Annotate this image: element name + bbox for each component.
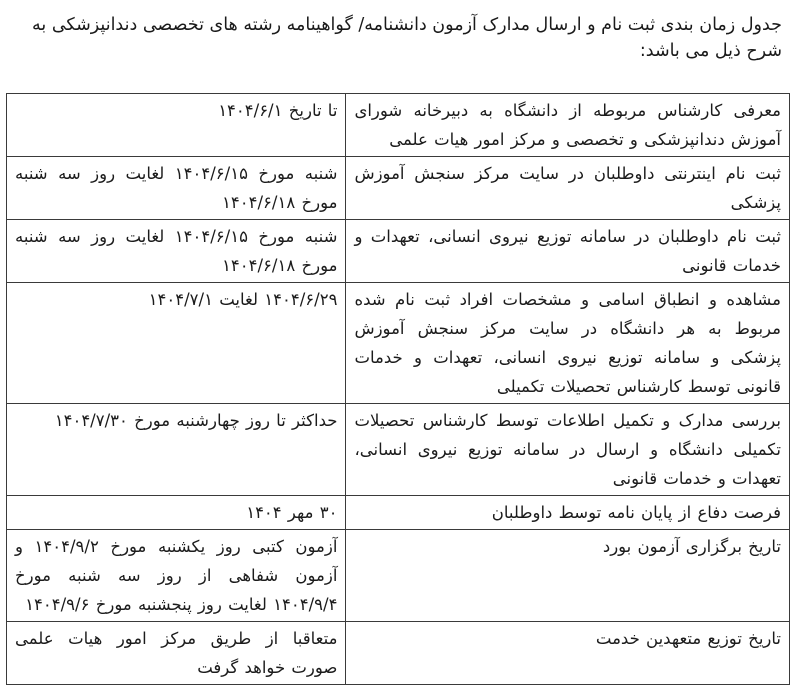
date-cell: تا تاریخ ۱۴۰۴/۶/۱ (7, 94, 346, 157)
task-cell: معرفی کارشناس مربوطه از دانشگاه به دبیرخانه شورای آموزش دندانپزشکی و تخصصی و مرکز امور هیات علمی (346, 94, 790, 157)
table-row (7, 404, 790, 496)
schedule-table (6, 93, 790, 685)
table-row (7, 496, 790, 530)
date-cell: آزمون کتبی روز یکشنبه مورخ ۱۴۰۴/۹/۲ و آزمون شفاهی از روز سه شنبه مورخ ۱۴۰۴/۹/۴ لغایت روز پنجشنبه مورخ ۱۴۰۴/۹/۶ (7, 530, 346, 622)
task-cell: مشاهده و انطباق اسامی و مشخصات افراد ثبت نام شده مربوط به هر دانشگاه در سایت مرکز سنجش آموزش پزشکی و سامانه توزیع نیروی انسانی، تعهدات و خدمات قانونی توسط کارشناس تحصیلات تکمیلی (346, 283, 790, 404)
schedule-table-body (7, 94, 790, 685)
task-cell: بررسی مدارک و تکمیل اطلاعات توسط کارشناس تحصیلات تکمیلی دانشگاه و ارسال در سامانه توزیع نیروی انسانی، تعهدات و خدمات قانونی (346, 404, 790, 496)
task-cell: فرصت دفاع از پایان نامه توسط داوطلبان (346, 496, 790, 530)
date-cell: شنبه مورخ ۱۴۰۴/۶/۱۵ لغایت روز سه شنبه مورخ ۱۴۰۴/۶/۱۸ (7, 220, 346, 283)
table-row (7, 94, 790, 157)
table-row (7, 283, 790, 404)
document-title: جدول زمان بندی ثبت نام و ارسال مدارک آزمون دانشنامه/ گواهینامه رشته های تخصصی دندانپزشکی به شرح ذیل می باشد: (32, 15, 782, 61)
table-row (7, 157, 790, 220)
date-cell: ۱۴۰۴/۶/۲۹ لغایت ۱۴۰۴/۷/۱ (7, 283, 346, 404)
table-row (7, 530, 790, 622)
task-cell: تاریخ برگزاری آزمون بورد (346, 530, 790, 622)
task-cell: ثبت نام داوطلبان در سامانه توزیع نیروی انسانی، تعهدات و خدمات قانونی (346, 220, 790, 283)
date-cell: ۳۰ مهر ۱۴۰۴ (7, 496, 346, 530)
task-cell: تاریخ توزیع متعهدین خدمت (346, 622, 790, 685)
date-cell: متعاقبا از طریق مرکز امور هیات علمی صورت خواهد گرفت (7, 622, 346, 685)
table-row (7, 622, 790, 685)
date-cell: شنبه مورخ ۱۴۰۴/۶/۱۵ لغایت روز سه شنبه مورخ ۱۴۰۴/۶/۱۸ (7, 157, 346, 220)
task-cell: ثبت نام اینترنتی داوطلبان در سایت مرکز سنجش آموزش پزشکی (346, 157, 790, 220)
table-row (7, 220, 790, 283)
date-cell: حداکثر تا روز چهارشنبه مورخ ۱۴۰۴/۷/۳۰ (7, 404, 346, 496)
